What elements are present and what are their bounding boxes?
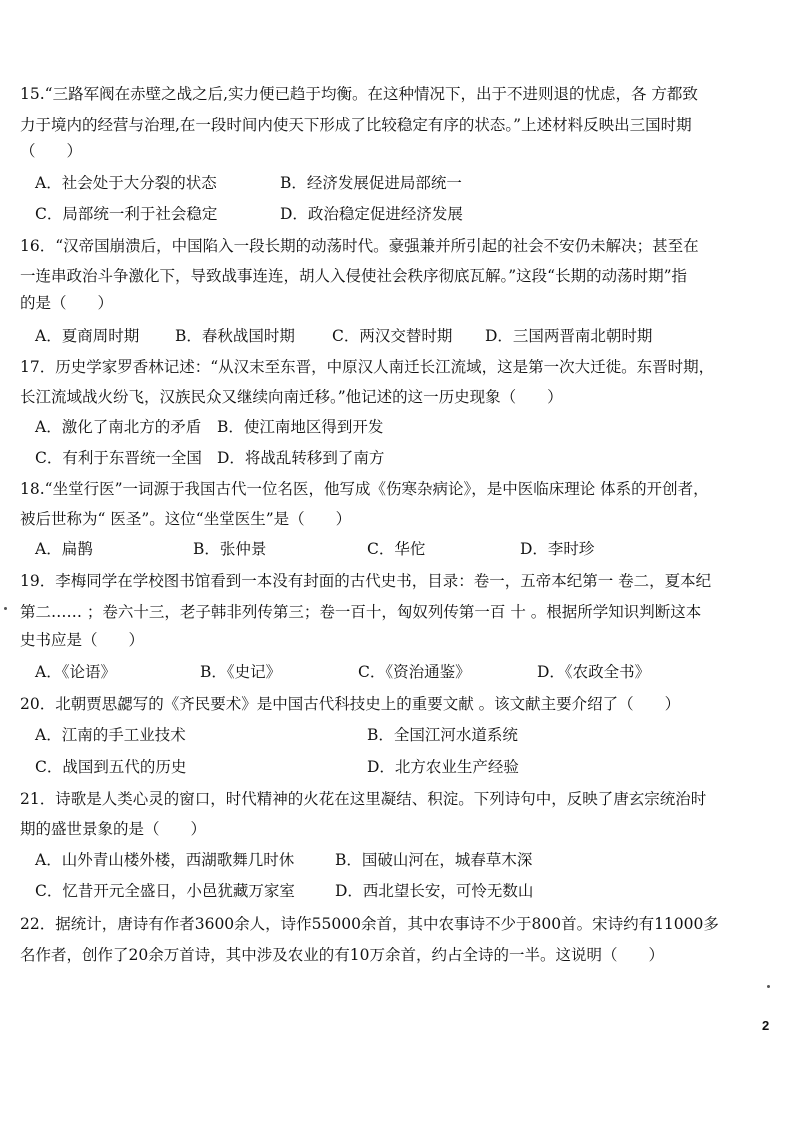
option-d[interactable]: D．李时珍 bbox=[520, 540, 595, 558]
option-d[interactable]: D．将战乱转移到了南方 bbox=[217, 449, 385, 467]
option-c[interactable]: C．局部统一利于社会稳定 bbox=[35, 205, 218, 223]
option-c[interactable]: C．有利于东晋统一全国 bbox=[35, 449, 202, 467]
option-b[interactable]: B．经济发展促进局部统一 bbox=[280, 174, 462, 192]
option-d[interactable]: D．《农政全书》 bbox=[537, 663, 651, 681]
question-18-line-2: 被后世称为“ 医圣”。这位“坐堂医生”是（ ） bbox=[20, 510, 352, 528]
option-a[interactable]: A．社会处于大分裂的状态 bbox=[35, 174, 217, 192]
question-15-options-row-2 bbox=[35, 203, 735, 225]
question-19-line-3: 史书应是（ ） bbox=[20, 631, 145, 649]
question-21-options-row-2 bbox=[35, 880, 755, 902]
option-b[interactable]: B．《史记》 bbox=[200, 663, 282, 681]
question-18-line-1: 18.“坐堂行医”一词源于我国古代一位名医，他写成《伤寒杂病论》，是中医临床理论 体系的开创者， bbox=[20, 480, 709, 498]
question-17-options-row-1 bbox=[35, 416, 735, 438]
question-22-line-1: 22．据统计，唐诗有作者3600余人，诗作55000余首，其中农事诗不少于800首。宋诗约有11000多 bbox=[20, 915, 719, 933]
question-20-options-row-1 bbox=[35, 724, 735, 746]
option-b[interactable]: B．张仲景 bbox=[193, 540, 267, 558]
question-18-options bbox=[35, 538, 735, 560]
question-17-options-row-2 bbox=[35, 447, 735, 469]
option-a[interactable]: A．夏商周时期 bbox=[35, 327, 140, 345]
question-16-line-3: 的是（ ） bbox=[20, 294, 114, 312]
option-d[interactable]: D．政治稳定促进经济发展 bbox=[280, 205, 463, 223]
option-a[interactable]: A．《论语》 bbox=[35, 663, 116, 681]
option-c[interactable]: C．两汉交替时期 bbox=[332, 327, 453, 345]
page-number: 2 bbox=[762, 1018, 770, 1033]
option-c[interactable]: C．华佗 bbox=[367, 540, 426, 558]
question-19-line-1: 19．李梅同学在学校图书馆看到一本没有封面的古代史书，目录：卷一，五帝本纪第一 卷二，夏本纪 bbox=[20, 572, 712, 590]
option-d[interactable]: D．西北望长安，可怜无数山 bbox=[335, 882, 534, 900]
option-c[interactable]: C．战国到五代的历史 bbox=[35, 758, 187, 776]
question-16-line-2: 一连串政治斗争激化下，导致战事连连，胡人入侵使社会秩序彻底瓦解。”这段“长期的动荡时期”指 bbox=[20, 267, 688, 285]
scan-speck bbox=[4, 607, 7, 610]
question-15-options-row-1 bbox=[35, 172, 735, 194]
option-a[interactable]: A．激化了南北方的矛盾 bbox=[35, 418, 202, 436]
option-b[interactable]: B．全国江河水道系统 bbox=[367, 726, 518, 744]
question-17-line-1: 17．历史学家罗香林记述：“从汉末至东晋，中原汉人南迁长江流域，这是第一次大迁徙。东晋时期， bbox=[20, 358, 715, 376]
option-b[interactable]: B．使江南地区得到开发 bbox=[217, 418, 384, 436]
question-20-line-1: 20．北朝贾思勰写的《齐民要术》是中国古代科技史上的重要文献 。该文献主要介绍了（ ） bbox=[20, 695, 681, 713]
question-21-line-2: 期的盛世景象的是（ ） bbox=[20, 820, 207, 838]
option-d[interactable]: D．三国两晋南北朝时期 bbox=[485, 327, 653, 345]
question-22-line-2: 名作者，创作了20余万首诗，其中涉及农业的有10万余首，约占全诗的一半。这说明（ ） bbox=[20, 946, 664, 964]
option-a[interactable]: A．扁鹊 bbox=[35, 540, 93, 558]
option-d[interactable]: D．北方农业生产经验 bbox=[367, 758, 519, 776]
question-15-line-3: （ ） bbox=[20, 142, 83, 160]
option-c[interactable]: C．忆昔开元全盛日，小邑犹藏万家室 bbox=[35, 882, 295, 900]
question-19-options bbox=[35, 661, 735, 683]
question-17-line-2: 长江流域战火纷飞，汉族民众又继续向南迁移。”他记述的这一历史现象（ ） bbox=[20, 388, 563, 406]
option-a[interactable]: A．山外青山楼外楼，西湖歌舞几时休 bbox=[35, 851, 295, 869]
question-16-options bbox=[35, 325, 755, 347]
question-21-options-row-1 bbox=[35, 849, 755, 871]
question-20-options-row-2 bbox=[35, 756, 735, 778]
question-15-line-2: 力于境内的经营与治理,在一段时间内使天下形成了比较稳定有序的状态。”上述材料反映出三国时期 bbox=[20, 116, 692, 134]
question-19-line-2: 第二…… ；卷六十三，老子韩非列传第三；卷一百十，匈奴列传第一百 十 。根据所学知识判断这本 bbox=[20, 603, 702, 621]
option-b[interactable]: B．国破山河在，城春草木深 bbox=[335, 851, 533, 869]
option-c[interactable]: C．《资治通鉴》 bbox=[358, 663, 471, 681]
scan-speck bbox=[767, 985, 770, 988]
question-21-line-1: 21．诗歌是人类心灵的窗口，时代精神的火花在这里凝结、积淀。下列诗句中，反映了唐玄宗统治时 bbox=[20, 790, 707, 808]
question-15-line-1: 15.“三路军阀在赤壁之战之后,实力便已趋于均衡。在这种情况下，出于不进则退的忧虑，各 方都致 bbox=[20, 85, 698, 103]
question-16-line-1: 16．“汉帝国崩溃后，中国陷入一段长期的动荡时代。豪强兼并所引起的社会不安仍未解决；甚至在 bbox=[20, 237, 699, 255]
option-b[interactable]: B．春秋战国时期 bbox=[175, 327, 295, 345]
option-a[interactable]: A．江南的手工业技术 bbox=[35, 726, 186, 744]
